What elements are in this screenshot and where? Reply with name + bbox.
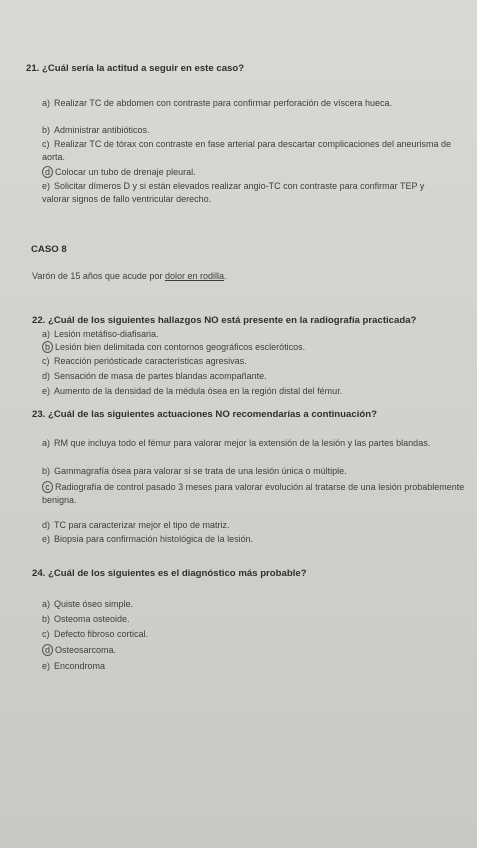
option-text: TC para caracterizar mejor el tipo de matriz. xyxy=(54,520,230,530)
q23-option-b xyxy=(42,465,470,478)
option-text: Biopsia para confirmación histológica de la lesión. xyxy=(54,534,254,544)
case-label: CASO 8 xyxy=(31,244,67,255)
option-text: Realizar TC de abdomen con contraste para confirmar perforación de víscera hueca. xyxy=(54,98,393,108)
option-letter-circled: d xyxy=(42,644,53,656)
q23-option-c xyxy=(42,481,470,506)
question-21-title: 21. ¿Cuál sería la actitud a seguir en este caso? xyxy=(26,63,245,74)
q22-option-a xyxy=(42,328,462,341)
q23-option-a xyxy=(42,437,470,450)
option-letter: b) xyxy=(42,125,51,135)
option-text: Encondroma xyxy=(54,661,106,671)
option-text: Sensación de masa de partes blandas acompañante. xyxy=(54,371,267,381)
option-text: Lesión bien delimitada con contornos geográficos escleróticos. xyxy=(55,342,306,352)
q21-option-c xyxy=(42,138,452,163)
case-stem xyxy=(32,271,227,281)
option-letter-circled: c xyxy=(42,481,53,493)
q22-option-e xyxy=(42,385,462,398)
q21-option-b xyxy=(42,124,452,137)
option-text: Colocar un tubo de drenaje pleural. xyxy=(55,167,196,177)
q21-option-e xyxy=(42,180,452,205)
q24-option-c xyxy=(42,628,148,641)
question-22-title: 22. ¿Cuál de los siguientes hallazgos NO está presente en la radiografía practicada? xyxy=(32,315,417,326)
q24-option-b xyxy=(42,613,130,626)
q21-option-d xyxy=(42,166,452,179)
option-text: Aumento de la densidad de la médula ósea en la región distal del fémur. xyxy=(54,386,343,396)
option-text: Lesión metáfiso-diafisaria. xyxy=(54,329,159,339)
option-letter: c) xyxy=(42,629,50,639)
option-letter: c) xyxy=(42,356,50,366)
option-letter-circled: d xyxy=(42,166,53,178)
q23-option-d xyxy=(42,519,470,532)
q21-option-a xyxy=(42,97,452,110)
q23-option-e xyxy=(42,533,470,546)
option-text: Radiografía de control pasado 3 meses para valorar evolución al tratarse de una lesión probablemente benigna. xyxy=(42,482,465,505)
q24-option-d xyxy=(42,644,116,657)
option-letter: e) xyxy=(42,661,51,671)
option-text: Administrar antibióticos. xyxy=(54,125,150,135)
option-letter: a) xyxy=(42,599,51,609)
option-letter: b) xyxy=(42,466,51,476)
option-text: Defecto fibroso cortical. xyxy=(54,629,149,639)
question-23-title: 23. ¿Cuál de las siguientes actuaciones NO recomendarías a continuación? xyxy=(32,409,377,420)
q22-option-d xyxy=(42,370,462,383)
option-text: Realizar TC de tórax con contraste en fase arterial para descartar complicaciones del aneurisma de aorta. xyxy=(42,139,452,162)
question-24-title: 24. ¿Cuál de los siguientes es el diagnóstico más probable? xyxy=(32,568,307,579)
option-letter: a) xyxy=(42,329,51,339)
case-stem-suffix: . xyxy=(223,271,227,281)
case-stem-prefix: Varón de 15 años que acude por xyxy=(32,271,165,281)
option-letter: b) xyxy=(42,614,51,624)
option-text: Reacción periósticade características agresivas. xyxy=(54,356,247,366)
option-letter: e) xyxy=(42,534,51,544)
option-text: Solicitar dímeros D y si están elevados realizar angio-TC con contraste para confirmar TEP y valorar signos de fallo ventricular derecho. xyxy=(42,181,425,204)
q24-option-e xyxy=(42,660,105,673)
q22-option-b xyxy=(42,341,462,354)
option-text: Gammagrafía ósea para valorar si se trata de una lesión única o múltiple. xyxy=(54,466,347,476)
case-stem-underlined: dolor en rodilla xyxy=(164,271,224,281)
option-letter: d) xyxy=(42,371,51,381)
option-text: RM que incluya todo el fémur para valorar mejor la extensión de la lesión y las partes blandas. xyxy=(54,438,431,448)
option-letter: e) xyxy=(42,181,51,191)
q22-option-c xyxy=(42,355,462,368)
option-letter: e) xyxy=(42,386,51,396)
option-letter-circled: b xyxy=(42,341,53,353)
option-letter: a) xyxy=(42,98,51,108)
option-text: Osteosarcoma. xyxy=(55,645,117,655)
option-letter: d) xyxy=(42,520,51,530)
option-letter: a) xyxy=(42,438,51,448)
q24-option-a xyxy=(42,598,133,611)
option-letter: c) xyxy=(42,139,50,149)
option-text: Quiste óseo simple. xyxy=(54,599,134,609)
option-text: Osteoma osteoide. xyxy=(54,614,130,624)
